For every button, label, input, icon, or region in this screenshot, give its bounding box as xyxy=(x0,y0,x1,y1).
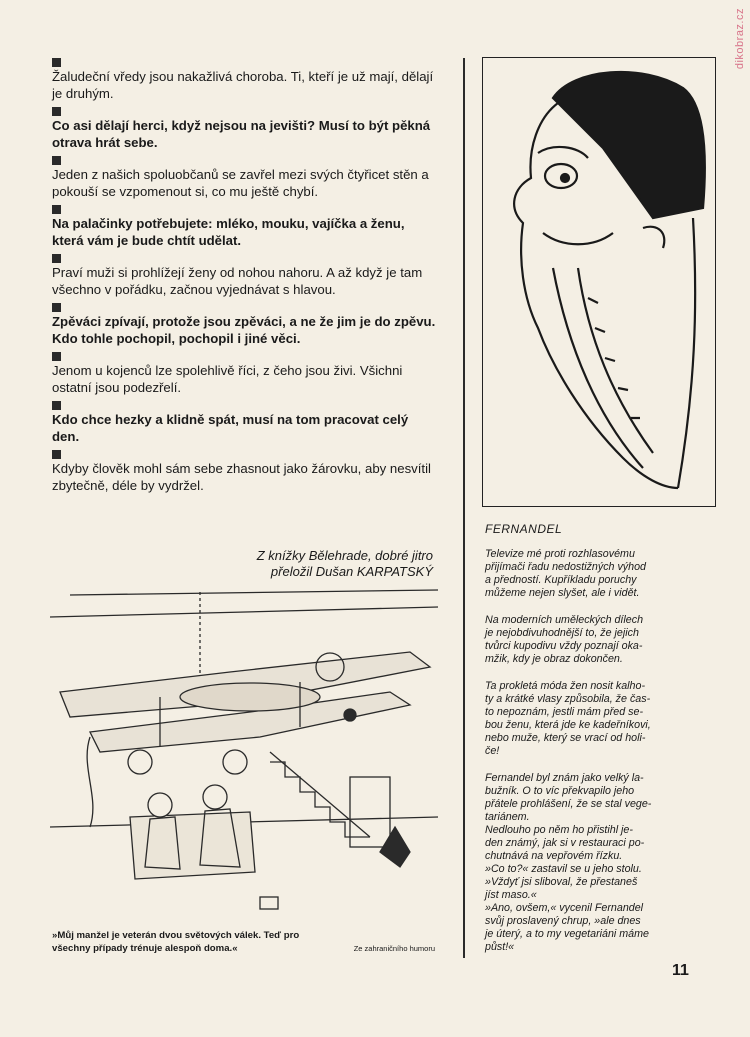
joke-text: Na palačinky potřebujete: mléko, mouku, vajíčka a ženu, která vám je bude chtít udělat. xyxy=(52,216,405,248)
woman-head xyxy=(203,785,227,809)
fuselage xyxy=(180,683,320,711)
joke-item xyxy=(52,352,437,396)
ear xyxy=(643,227,664,248)
fernandel-column xyxy=(485,523,713,968)
text-line: Fernandel byl znám jako velký la- xyxy=(485,772,644,784)
joke-item xyxy=(52,401,437,445)
cartoon-source: Ze zahraničního humoru xyxy=(353,944,435,953)
joke-text: Co asi dělají herci, když nejsou na jevišti? Musí to být pěkná otrava hrát sebe. xyxy=(52,118,431,150)
text-line: a předností. Kupříkladu poruchy xyxy=(485,574,637,586)
bullet-square-icon xyxy=(52,254,61,263)
text-line: tvůrci kupodivu vždy poznají oka- xyxy=(485,640,643,652)
joke-text: Jenom u kojenců lze spolehlivě říci, z čeho jsou živi. Všichni ostatní jsou podezřelí. xyxy=(52,363,403,395)
bullet-square-icon xyxy=(52,450,61,459)
text-line: můžeme nejen slyšet, ale i vidět. xyxy=(485,587,640,599)
joke-text: Praví muži si prohlížejí ženy od nohou nahoru. A až když je tam všechno v pořádku, začnou vyjednávat s hlavou. xyxy=(52,265,423,297)
joke-item xyxy=(52,205,437,249)
jokes-column xyxy=(52,58,437,499)
ceiling-line xyxy=(70,590,438,595)
text-line: to nepoznám, jestli mám před se- xyxy=(485,706,644,718)
man-head xyxy=(148,793,172,817)
roundel xyxy=(344,709,356,721)
text-line: Ta prokletá móda žen nosit kalho- xyxy=(485,680,646,692)
text-line: tariánem. xyxy=(485,811,530,823)
bullet-square-icon xyxy=(52,156,61,165)
joke-text: Kdo chce hezky a klidně spát, musí na tom pracovat celý den. xyxy=(52,412,409,444)
mouth-inner xyxy=(578,268,653,453)
text-line: nebo muže, který se vrací od holi- xyxy=(485,732,646,744)
hair xyxy=(553,72,705,218)
bullet-square-icon xyxy=(52,58,61,67)
joke-text: Zpěváci zpívají, protože jsou zpěváci, a ne že jim je do zpěvu. Kdo tohle pochopil, pochopil i jiné věci. xyxy=(52,314,436,346)
plant xyxy=(87,737,93,827)
fernandel-paragraph xyxy=(485,614,713,666)
joke-item xyxy=(52,450,437,494)
text-line: Na moderních uměleckých dílech xyxy=(485,614,644,626)
cartoon-illustration xyxy=(50,587,438,927)
text-line: den známý, jak si v restauraci po- xyxy=(485,837,645,849)
joke-text: Jeden z našich spoluobčanů se zavřel mezi svých čtyřicet stěn a pokouší se vzpomenout si, co mu ještě chybí. xyxy=(52,167,429,199)
joke-text: Kdyby člověk mohl sám sebe zhasnout jako žárovku, aby nesvítil zbytečně, déle by vydržel. xyxy=(52,461,431,493)
translation-credit xyxy=(200,548,433,580)
joke-text: Žaludeční vředy jsou nakažlivá choroba. Ti, kteří je už mají, dělají je druhým. xyxy=(52,69,434,101)
joke-item xyxy=(52,156,437,200)
fernandel-paragraph xyxy=(485,680,713,758)
text-line: svůj proslavený chrup, »ale dnes xyxy=(485,915,641,927)
bullet-square-icon xyxy=(52,205,61,214)
text-line: přátele prohlášení, že se stal vege- xyxy=(485,798,652,810)
bullet-square-icon xyxy=(52,107,61,116)
credit-source: Z knížky Bělehrade, dobré jitro xyxy=(256,548,433,563)
text-line: »Ano, ovšem,« vycenil Fernandel xyxy=(485,902,644,914)
fernandel-paragraph xyxy=(485,772,713,954)
joke-item xyxy=(52,303,437,347)
text-line: je nejobdivuhodnější to, že jejich xyxy=(485,627,639,639)
watermark: dikobraz.cz xyxy=(734,8,746,70)
object-on-floor xyxy=(260,897,278,909)
fernandel-caricature xyxy=(483,58,715,506)
text-line: ty a krátké vlasy způsobila, že čas- xyxy=(485,693,651,705)
fernandel-paragraph xyxy=(485,548,713,600)
page-number: 11 xyxy=(672,962,689,979)
wheel-left xyxy=(128,750,152,774)
dog xyxy=(380,827,410,867)
text-line: mžik, kdy je obraz dokončen. xyxy=(485,653,623,665)
bullet-square-icon xyxy=(52,303,61,312)
pupil xyxy=(561,174,569,182)
fernandel-portrait-frame xyxy=(482,57,716,507)
text-line: bužník. O to víc překvapilo jeho xyxy=(485,785,635,797)
text-line: je úterý, a to my vegetariáni máme xyxy=(485,928,649,940)
bullet-square-icon xyxy=(52,401,61,410)
stairs xyxy=(270,762,370,837)
cartoon-caption: »Můj manžel je veterán dvou světových válek. Teď pro všechny případy trénuje alespoň doma.« xyxy=(52,930,300,954)
text-line: chutnává na vepřovém řízku. xyxy=(485,850,623,862)
credit-translator: přeložil Dušan KARPATSKÝ xyxy=(270,564,433,579)
joke-item xyxy=(52,254,437,298)
wheel-right xyxy=(223,750,247,774)
text-line: půst!« xyxy=(485,941,515,953)
jaw-back xyxy=(678,218,695,488)
joke-item xyxy=(52,107,437,151)
text-line: přijímači řadu nedostižných výhod xyxy=(485,561,646,573)
text-line: če! xyxy=(485,745,500,757)
cheek-line xyxy=(543,233,613,244)
eyebrow xyxy=(538,147,588,158)
text-line: »Co to?« zastavil se u jeho stolu. xyxy=(485,863,642,875)
bullet-square-icon xyxy=(52,352,61,361)
mouth-outer xyxy=(553,268,643,468)
text-line: jíst maso.« xyxy=(485,889,537,901)
text-line: »Vždyť jsi sliboval, že přestaneš xyxy=(485,876,638,888)
joke-item xyxy=(52,58,437,102)
text-line: Nedlouho po něm ho přistihl je- xyxy=(485,824,633,836)
text-line: Televize mé proti rozhlasovému xyxy=(485,548,635,560)
fernandel-heading: FERNANDEL xyxy=(485,522,563,536)
column-divider xyxy=(463,58,465,958)
text-line: bou ženu, která jde ke kadeřníkovi, xyxy=(485,719,651,731)
ceiling-beam xyxy=(50,607,438,617)
